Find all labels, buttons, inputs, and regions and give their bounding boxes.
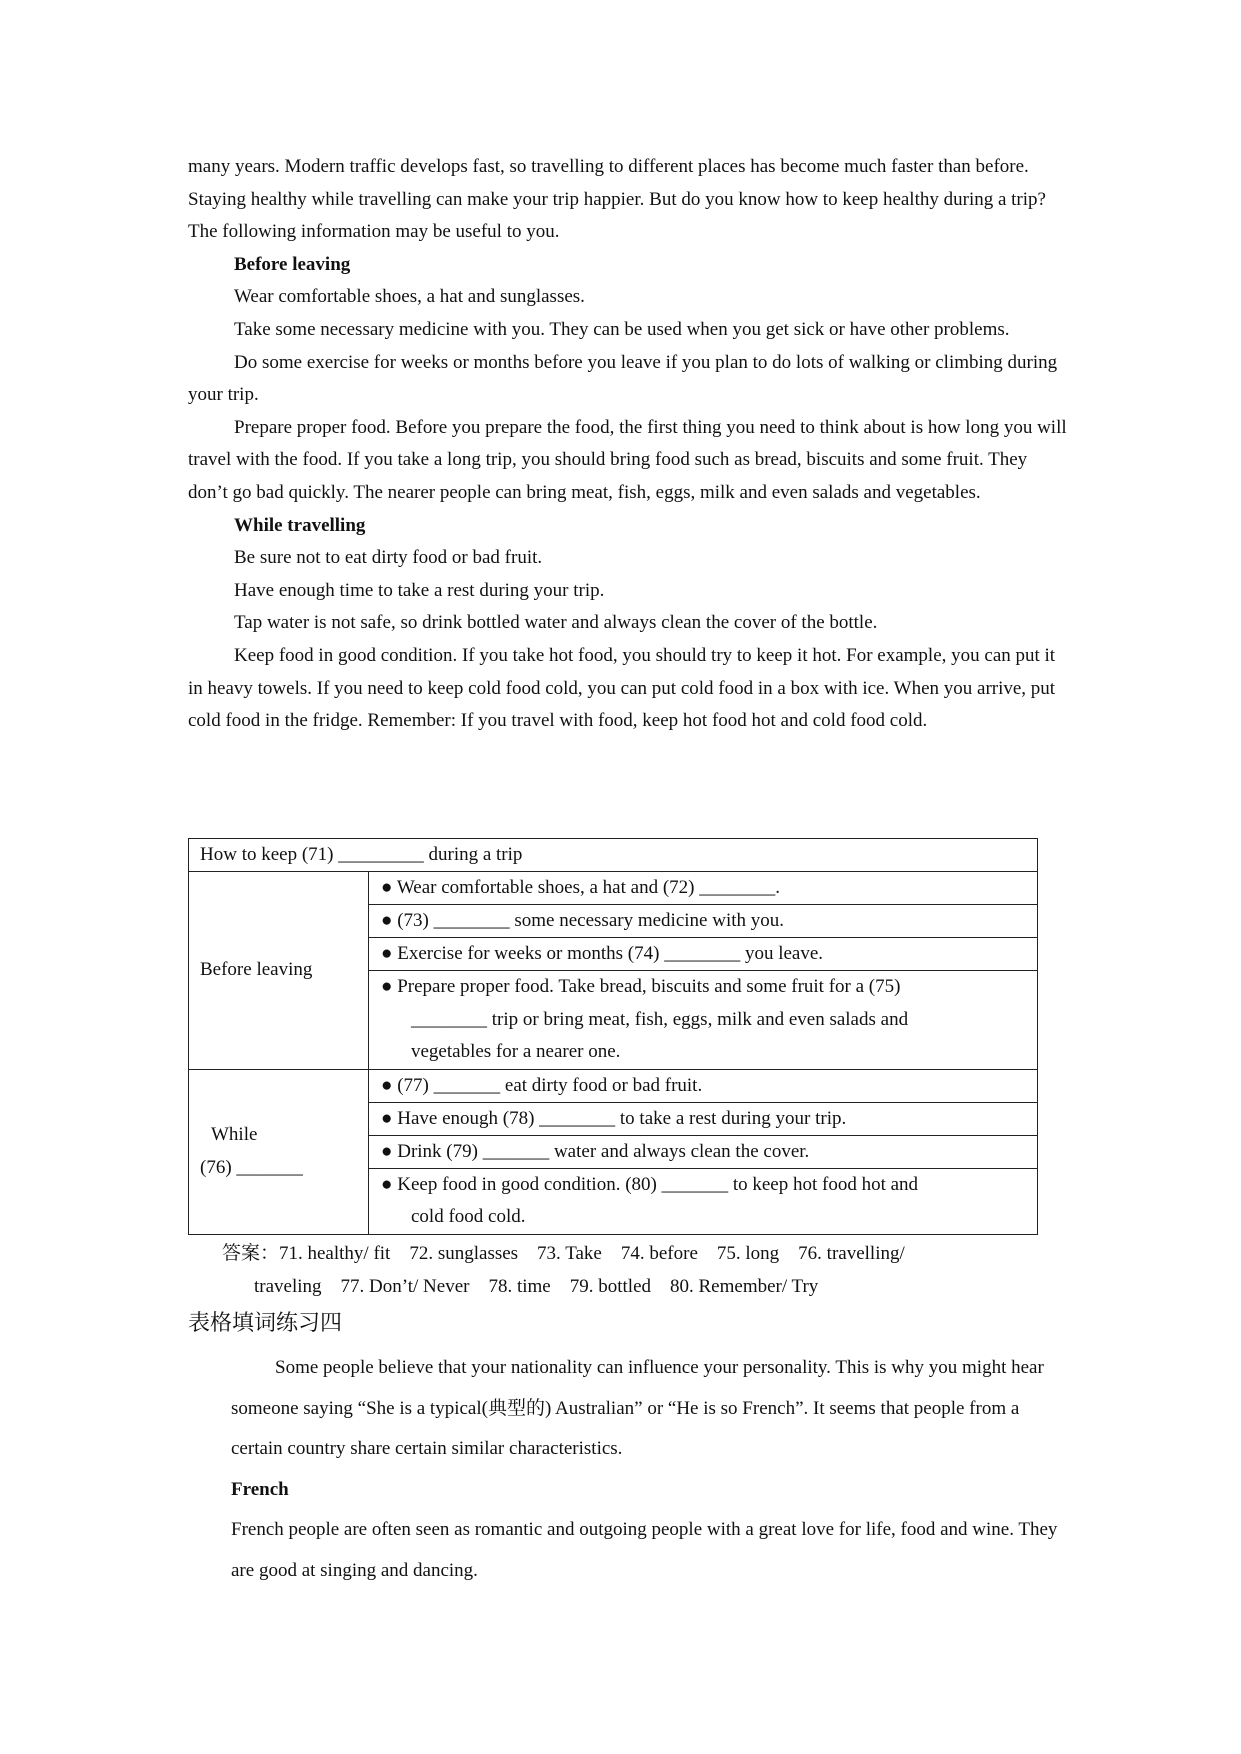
heading-while-travelling: While travelling — [234, 514, 366, 536]
cell-line: ● Prepare proper food. Take bread, biscuits and some fruit for a (75) — [381, 976, 901, 997]
before-item: Wear comfortable shoes, a hat and sunglasses. — [234, 286, 585, 308]
while-item: Keep food in good condition. If you take hot food, you should try to keep it hot. For example, you can put it in heavy towels. If you need to keep cold food cold, you can put cold food in a box with ice. When you arrive, put cold food in the fridge. Remember: If you travel with food, keep hot food hot and cold food cold. — [188, 644, 1056, 732]
heading-french: French — [231, 1478, 289, 1500]
while-label — [189, 1069, 369, 1234]
table-cell: ● Have enough (78) ________ to take a rest during your trip. — [369, 1102, 1038, 1135]
answer-line: 答案：71. healthy/ fit 72. sunglasses 73. Take 74. before 75. long 76. travelling/ — [222, 1243, 905, 1264]
passage-intro: many years. Modern traffic develops fast, so travelling to different places has become much faster than before. Staying healthy while travelling can make your trip happier. But do you know how to keep healthy during a trip? The following information may be useful to you. — [188, 156, 1046, 243]
table-cell: ● (77) _______ eat dirty food or bad fruit. — [369, 1069, 1038, 1102]
passage-1 — [188, 151, 1068, 738]
while-label-line: While — [211, 1124, 258, 1146]
cell-line: cold food cold. — [411, 1206, 526, 1228]
while-item: Tap water is not safe, so drink bottled water and always clean the cover of the bottle. — [234, 612, 878, 634]
passage-text: French people are often seen as romantic and outgoing people with a great love for life, food and wine. They are good at singing and dancing. — [231, 1519, 1058, 1581]
cell-line: ● Keep food in good condition. (80) _______ to keep hot food hot and — [381, 1173, 919, 1195]
table-row — [189, 839, 1038, 872]
fill-in-table — [188, 838, 1038, 1235]
while-label-line: (76) _______ — [200, 1156, 303, 1178]
before-item: Prepare proper food. Before you prepare the food, the first thing you need to think about is how long you will travel with the food. If you take a long trip, you should bring food such as bread, biscuits and some fruit. They don’t go bad quickly. The nearer people can bring meat, fish, eggs, milk and even salads and vegetables. — [188, 416, 1067, 503]
heading-before-leaving: Before leaving — [234, 253, 351, 275]
table-title: How to keep (71) _________ during a trip — [189, 839, 1038, 872]
exercise-title: 表格填词练习四 — [188, 1310, 343, 1335]
table-row — [189, 872, 1038, 905]
before-item: Do some exercise for weeks or months before you leave if you plan to do lots of walking or climbing during your trip. — [188, 351, 1058, 406]
table-cell: ● (73) ________ some necessary medicine with you. — [369, 905, 1038, 938]
answer-key — [222, 1237, 1042, 1303]
table-cell — [369, 971, 1038, 1070]
cell-line: ________ trip or bring meat, fish, eggs, milk and even salads and — [411, 1008, 909, 1030]
table-cell: ● Exercise for weeks or months (74) ________ you leave. — [369, 938, 1038, 971]
cell-line: vegetables for a nearer one. — [411, 1041, 621, 1063]
table-cell — [369, 1168, 1038, 1234]
while-item: Be sure not to eat dirty food or bad fruit. — [234, 547, 543, 569]
table-cell: ● Drink (79) _______ water and always clean the cover. — [369, 1135, 1038, 1168]
table-row — [189, 1069, 1038, 1102]
while-item: Have enough time to take a rest during your trip. — [234, 579, 605, 601]
passage-intro: Some people believe that your nationality can influence your personality. This is why you might hear someone saying “She is a typical(典型的) Australian” or “He is so French”. It seems that people from a certain country share certain similar characteristics. — [231, 1357, 1044, 1459]
before-item: Take some necessary medicine with you. They can be used when you get sick or have other problems. — [234, 318, 1010, 340]
table-cell: ● Wear comfortable shoes, a hat and (72) ________. — [369, 872, 1038, 905]
answer-line: traveling 77. Don’t/ Never 78. time 79. bottled 80. Remember/ Try — [254, 1276, 819, 1297]
passage-2 — [231, 1348, 1073, 1591]
before-leaving-label: Before leaving — [189, 872, 369, 1070]
